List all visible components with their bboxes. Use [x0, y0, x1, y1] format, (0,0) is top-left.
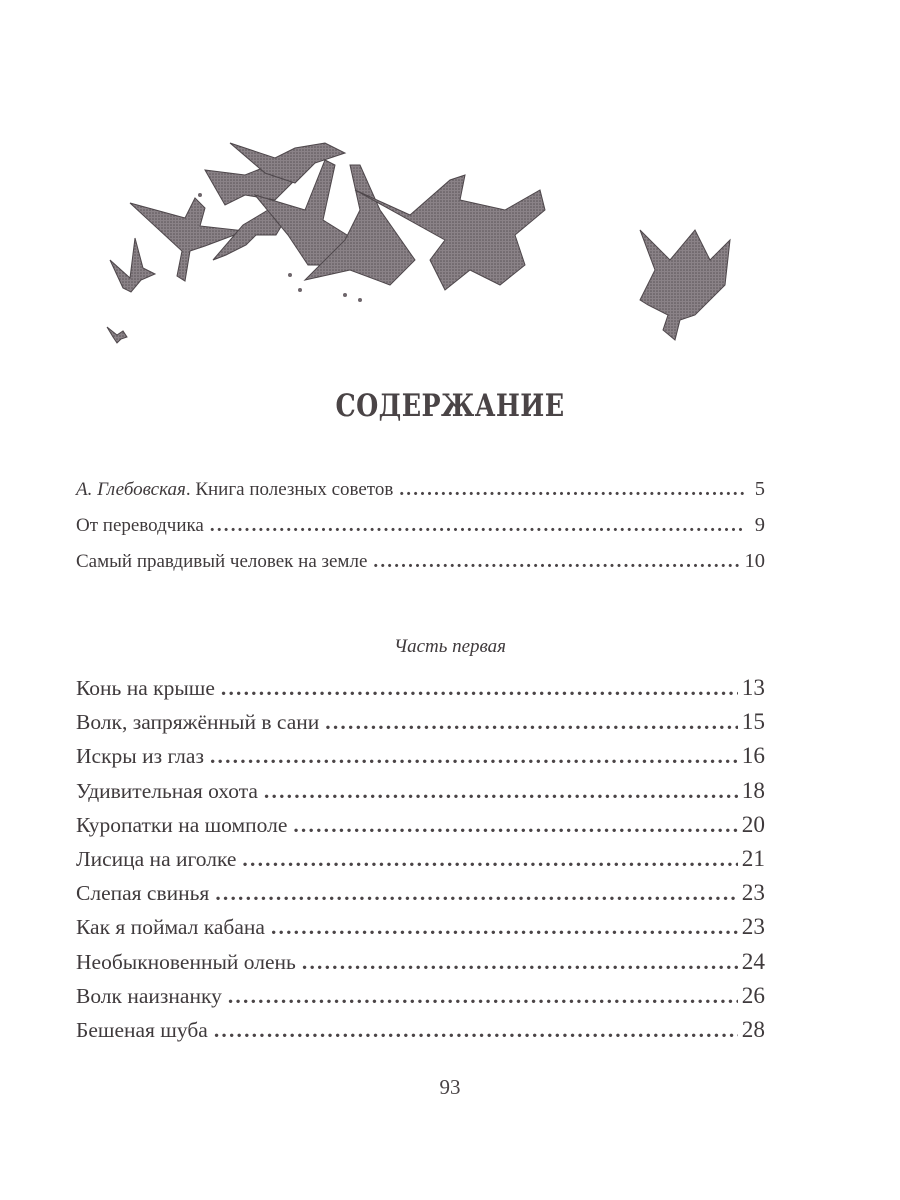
toc-entry-page: 13 [741, 675, 765, 701]
leader-dots [221, 676, 738, 701]
toc-entry-title: Лисица на иголке [76, 846, 237, 871]
section-heading-part-one: Часть первая [393, 636, 507, 657]
toc-entry[interactable] [76, 675, 765, 709]
bird-icon [110, 238, 155, 292]
toc-entry[interactable] [76, 846, 765, 880]
toc-entry-title: Удивительная охота [76, 778, 258, 803]
toc-entry-page: 24 [741, 948, 765, 975]
toc-entry-title: Необыкновенный олень [76, 949, 296, 974]
toc-part-one-list [76, 675, 765, 1051]
toc-entry-page: 23 [741, 914, 765, 941]
toc-entry-title: Искры из глаз [76, 744, 204, 769]
bird-icon [107, 327, 127, 343]
leader-dots [264, 779, 738, 804]
toc-entry-page: 10 [744, 550, 765, 572]
toc-entry[interactable] [76, 478, 765, 514]
leader-dots [210, 515, 745, 537]
leader-dots [399, 479, 745, 501]
geese-illustration [95, 95, 795, 365]
leader-dots [373, 551, 740, 573]
page-title: СОДЕРЖАНИЕ [335, 388, 565, 424]
toc-entry[interactable] [76, 514, 765, 550]
toc-entry-author: А. Глебовская [76, 479, 186, 500]
toc-entry[interactable] [76, 812, 765, 846]
leader-dots [215, 881, 737, 906]
toc-entry-page: 15 [741, 709, 765, 736]
toc-entry-title: Как я поймал кабана [76, 915, 265, 940]
toc-entry-page: 5 [754, 478, 765, 500]
toc-entry-label [76, 479, 393, 501]
leader-dots [302, 950, 738, 975]
toc-entry-title: Слепая свинья [76, 881, 210, 906]
toc-entry[interactable] [76, 880, 765, 914]
toc-entry-title: Волк наизнанку [76, 983, 222, 1008]
toc-entry[interactable] [76, 949, 765, 983]
toc-entry-title: От переводчика [76, 515, 204, 536]
leader-dots [242, 847, 737, 872]
toc-entry-separator: . [185, 479, 196, 500]
toc-entry-page: 16 [741, 743, 765, 770]
goose-icon [640, 230, 730, 340]
toc-entry-title: Конь на крыше [76, 676, 215, 700]
toc-entry-title: Куропатки на шомполе [76, 812, 288, 837]
toc-entry[interactable] [76, 778, 765, 812]
toc-intro-list [76, 478, 765, 586]
leader-dots [325, 710, 738, 735]
leader-dots [210, 744, 738, 769]
leader-dots [214, 1018, 738, 1043]
toc-entry-page: 9 [754, 514, 765, 536]
toc-entry-page: 20 [741, 811, 765, 838]
toc-entry[interactable] [76, 743, 765, 777]
leader-dots [271, 915, 738, 940]
leader-dots [228, 984, 738, 1009]
toc-entry-title: Книга полезных советов [195, 479, 394, 500]
toc-entry[interactable] [76, 1017, 765, 1051]
page-number: 93 [439, 1075, 461, 1099]
toc-entry-page: 18 [741, 777, 765, 804]
leader-dots [293, 813, 737, 838]
toc-entry[interactable] [76, 709, 765, 743]
toc-entry-page: 26 [741, 982, 765, 1009]
toc-entry-page: 23 [741, 880, 765, 907]
toc-entry-title: Самый правдивый человек на земле [76, 551, 368, 572]
toc-entry-page: 28 [741, 1016, 765, 1043]
toc-entry[interactable] [76, 550, 765, 586]
toc-entry[interactable] [76, 914, 765, 948]
toc-entry[interactable] [76, 983, 765, 1017]
toc-entry-title: Волк, запряжённый в сани [76, 710, 320, 735]
toc-entry-page: 21 [741, 845, 765, 872]
bird-icon [130, 198, 245, 281]
toc-entry-title: Бешеная шуба [76, 1017, 208, 1042]
